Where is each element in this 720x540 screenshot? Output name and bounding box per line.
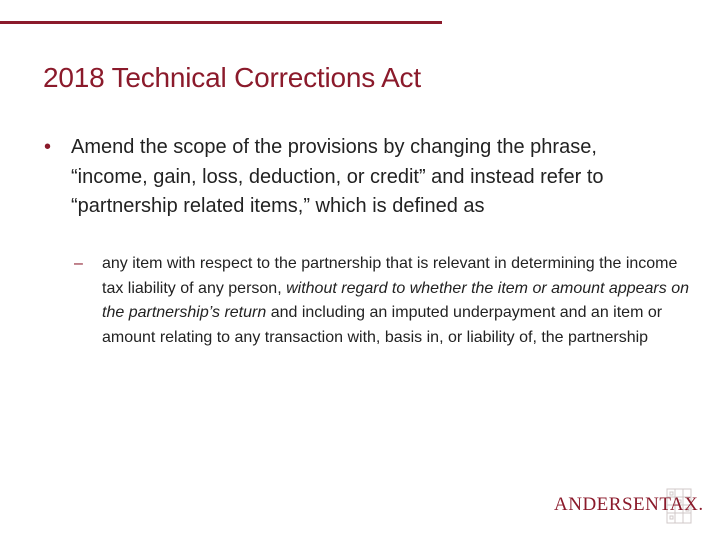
bullet-item bbox=[44, 133, 654, 222]
sub-bullet-part1: any item with respect to the partnership that is relevant in determining the income tax liability of any person, bbox=[102, 255, 678, 297]
andersen-tax-logo bbox=[554, 486, 704, 526]
top-rule bbox=[0, 21, 442, 24]
sub-bullet-item bbox=[74, 252, 694, 350]
bullet-marker: • bbox=[44, 136, 52, 158]
sub-bullet-marker: – bbox=[74, 255, 83, 272]
sub-bullet-italic: without regard to whether the item or amount appears on the partnership’s return bbox=[102, 279, 689, 321]
slide-title: 2018 Technical Corrections Act bbox=[43, 62, 421, 93]
sub-bullet-part2: and including an imputed underpayment and an item or amount relating to any transaction with, basis in, or liability of, the partnership bbox=[102, 304, 663, 346]
logo-wordmark: ANDERSENTAX. bbox=[554, 494, 704, 515]
sub-bullet-text bbox=[102, 252, 694, 350]
bullet-text: Amend the scope of the provisions by changing the phrase, “income, gain, loss, deduction, or credit” and instead refer to “partnership related items,” which is defined as bbox=[71, 136, 604, 217]
